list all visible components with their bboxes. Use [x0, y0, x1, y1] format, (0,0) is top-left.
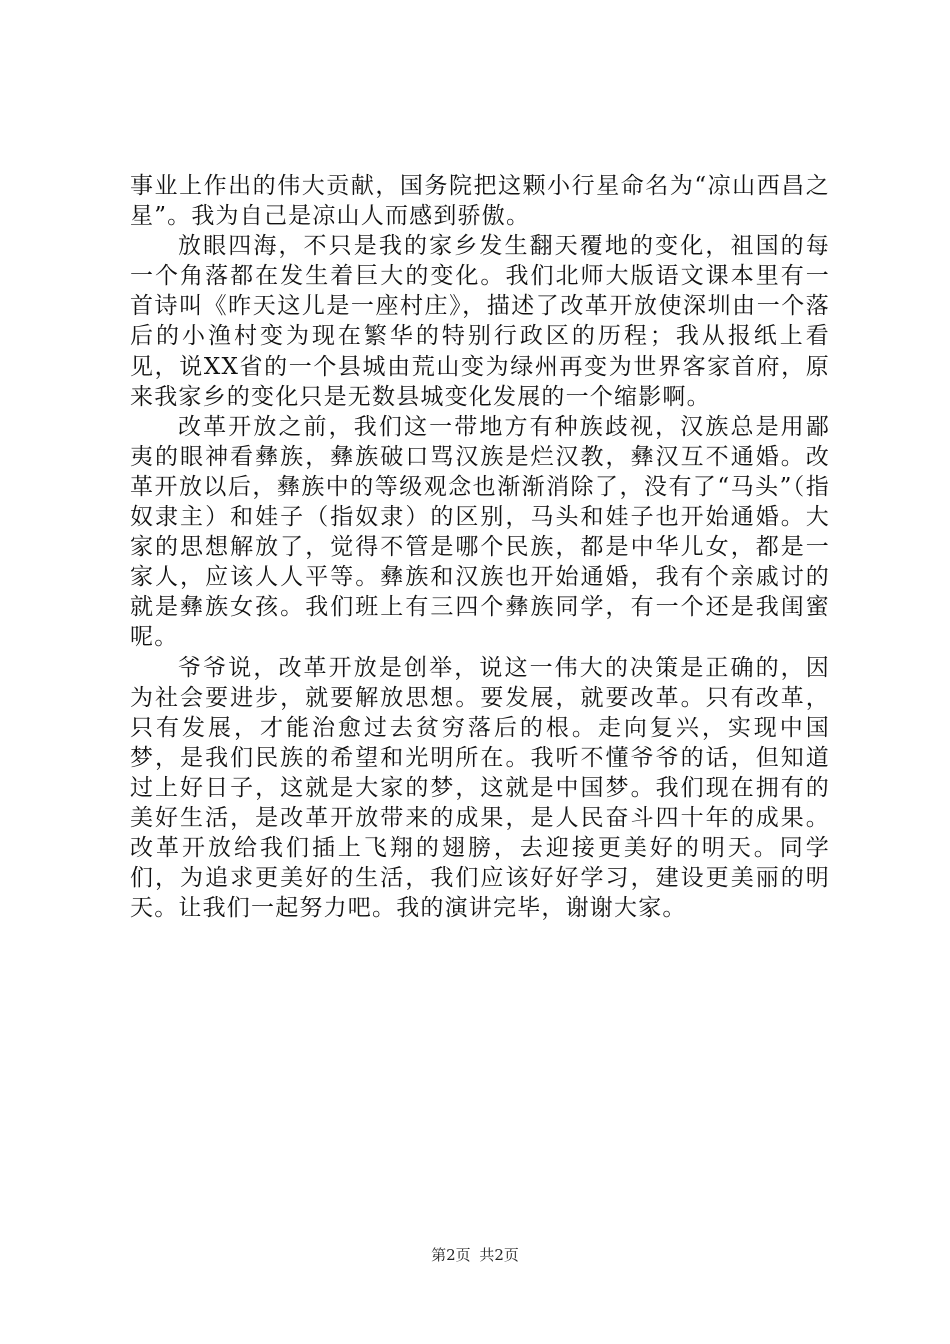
paragraph-changes-across-country: 放眼四海，不只是我的家乡发生翻天覆地的变化，祖国的每一个角落都在发生着巨大的变化。我们北师大版语文课本里有一首诗叫《昨天这儿是一座村庄》，描述了改革开放使深圳由一个落后的小渔村变为现在繁华的特别行政区的历程；我从报纸上看见，说XX省的一个县城由荒山变为绿州再变为世界客家首府，原来我家乡的变化只是无数县城变化发展的一个缩影啊。: [130, 233, 830, 410]
page-total: 共2页: [479, 1246, 519, 1264]
document-body: [130, 171, 830, 923]
paragraph-continuation: 事业上作出的伟大贡献，国务院把这颗小行星命名为“凉山西昌之星”。我为自己是凉山人而感到骄傲。: [130, 173, 830, 230]
page-footer: [0, 1244, 950, 1265]
paragraph-ethnic-relations: 改革开放之前，我们这一带地方有种族歧视，汉族总是用鄙夷的眼神看彝族，彝族破口骂汉族是烂汉教，彝汉互不通婚。改革开放以后，彝族中的等级观念也渐渐消除了，没有了“马头”（指奴隶主）和娃子（指奴隶）的区别，马头和娃子也开始通婚。大家的思想解放了，觉得不管是哪个民族，都是中华儿女，都是一家人，应该人人平等。彝族和汉族也开始通婚，我有个亲戚讨的就是彝族女孩。我们班上有三四个彝族同学，有一个还是我闺蜜呢。: [130, 413, 830, 651]
paragraph-grandfather-chinese-dream: 爷爷说，改革开放是创举，说这一伟大的决策是正确的，因为社会要进步，就要解放思想。要发展，就要改革。只有改革，只有发展，才能治愈过去贫穷落后的根。走向复兴，实现中国梦，是我们民族的希望和光明所在。我听不懂爷爷的话，但知道过上好日子，这就是大家的梦，这就是中国梦。我们现在拥有的美好生活，是改革开放带来的成果，是人民奋斗四十年的成果。改革开放给我们插上飞翔的翅膀，去迎接更美好的明天。同学们，为追求更美好的生活，我们应该好好学习，建设更美丽的明天。让我们一起努力吧。我的演讲完毕，谢谢大家。: [130, 654, 830, 922]
page-number: 第2页: [431, 1246, 471, 1264]
